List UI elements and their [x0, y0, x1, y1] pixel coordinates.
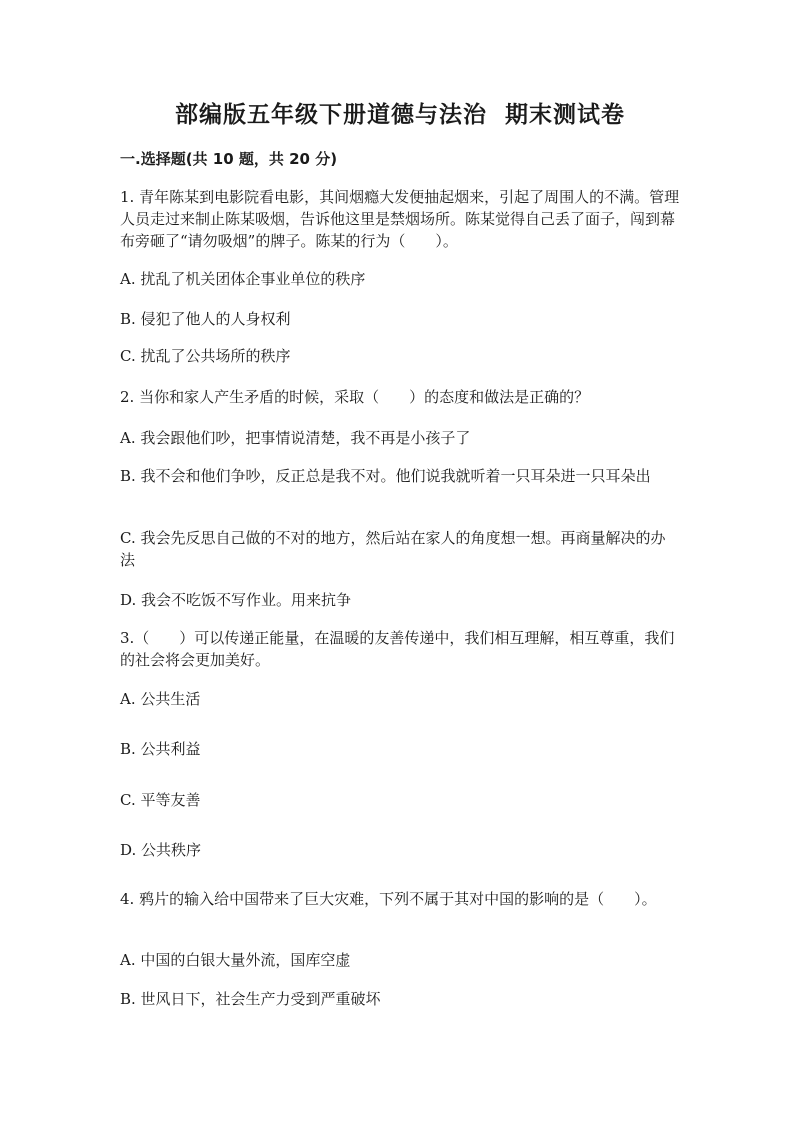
section-heading: 一.选择题(共 10 题，共 20 分): [120, 150, 338, 168]
question-option: A. 扰乱了机关团体企事业单位的秩序: [120, 270, 366, 288]
question-option: B. 侵犯了他人的人身权利: [120, 310, 291, 328]
question-option: B. 公共利益: [120, 740, 201, 758]
question-option: C. 扰乱了公共场所的秩序: [120, 347, 291, 365]
question-stem: 3.（ ）可以传递正能量，在温暖的友善传递中，我们相互理解，相互尊重，我们的社会将会更加美好。: [120, 629, 675, 669]
page-title: 部编版五年级下册道德与法治 期末测试卷: [174, 102, 625, 128]
question-option: A. 中国的白银大量外流，国库空虚: [120, 951, 351, 969]
question-option: A. 公共生活: [120, 690, 201, 708]
question-option: D. 公共秩序: [120, 841, 202, 859]
question-option: C. 我会先反思自己做的不对的地方，然后站在家人的角度想一想。再商量解决的办法: [120, 529, 666, 569]
question-option: C. 平等友善: [120, 791, 201, 809]
question-stem: 1. 青年陈某到电影院看电影，其间烟瘾大发便抽起烟来，引起了周围人的不满。管理人员走过来制止陈某吸烟，告诉他这里是禁烟场所。陈某觉得自己丢了面子，闯到幕布旁砸了“请勿吸烟”的牌子。陈某的行为（ ）。: [120, 188, 680, 250]
question-option: B. 我不会和他们争吵，反正总是我不对。他们说我就听着一只耳朵进一只耳朵出: [120, 467, 651, 485]
question-option: D. 我会不吃饭不写作业。用来抗争: [120, 591, 352, 609]
question-stem: 4. 鸦片的输入给中国带来了巨大灾难，下列不属于其对中国的影响的是（ ）。: [120, 890, 657, 908]
question-option: A. 我会跟他们吵，把事情说清楚，我不再是小孩子了: [120, 429, 471, 447]
question-stem: 2. 当你和家人产生矛盾的时候，采取（ ）的态度和做法是正确的？: [120, 388, 590, 406]
question-option: B. 世风日下，社会生产力受到严重破坏: [120, 990, 381, 1008]
